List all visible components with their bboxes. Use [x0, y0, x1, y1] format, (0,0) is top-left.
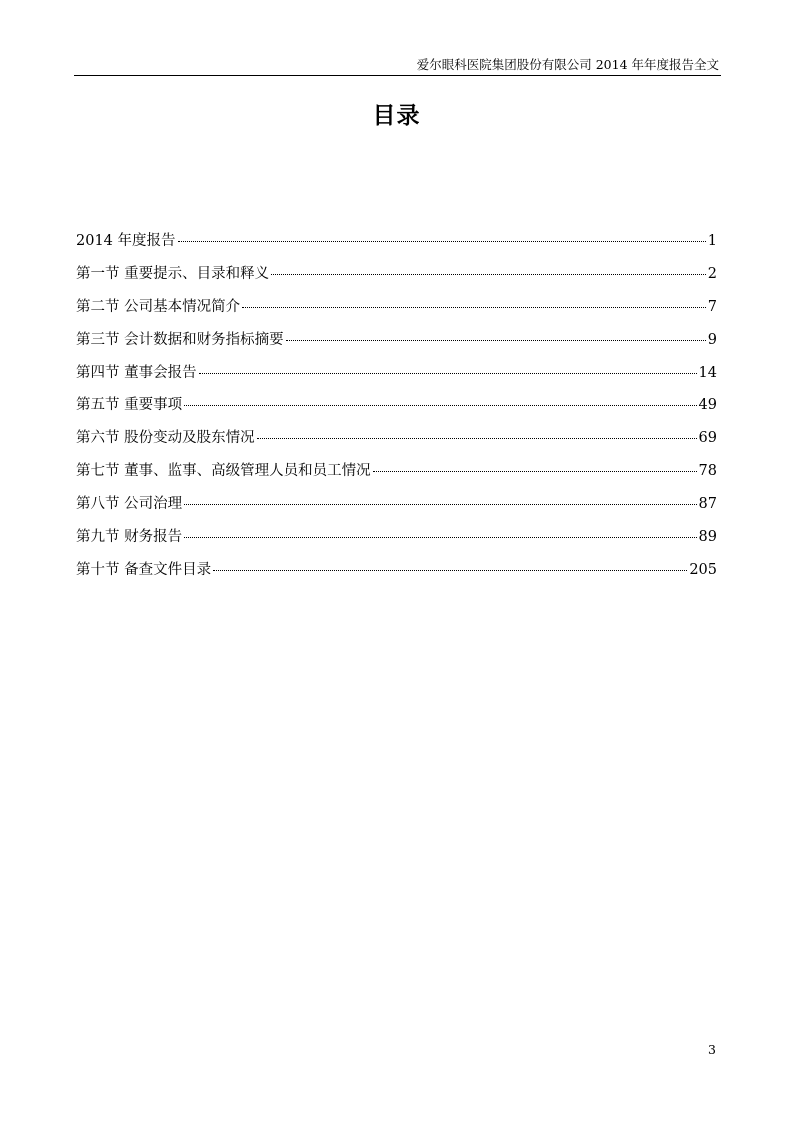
toc-entry-page: 1	[707, 233, 717, 249]
toc-entry-label: 2014 年度报告	[76, 233, 176, 249]
table-of-contents	[76, 229, 717, 591]
toc-entry-page: 78	[698, 463, 717, 480]
toc-leader-dots	[286, 340, 706, 341]
page-number: 3	[708, 1042, 716, 1057]
toc-leader-dots	[178, 241, 706, 242]
toc-entry[interactable]	[76, 262, 717, 295]
toc-leader-dots	[257, 438, 697, 439]
toc-leader-dots	[184, 405, 696, 406]
toc-leader-dots	[184, 537, 696, 538]
page-title: 目录	[372, 103, 421, 129]
toc-entry[interactable]	[76, 229, 717, 262]
header-text: 爱尔眼科医院集团股份有限公司 2014 年年度报告全文	[416, 57, 719, 72]
toc-entry-label: 第一节 重要提示、目录和释义	[76, 265, 270, 282]
toc-leader-dots	[373, 471, 697, 472]
toc-entry-page: 14	[698, 364, 717, 381]
toc-entry[interactable]	[76, 459, 717, 492]
toc-entry-label: 第八节 公司治理	[76, 496, 183, 513]
toc-entry-label: 第七节 董事、监事、高级管理人员和员工情况	[76, 463, 371, 480]
toc-leader-dots	[242, 307, 706, 308]
toc-entry-page: 89	[698, 529, 717, 546]
toc-leader-dots	[213, 570, 687, 571]
toc-leader-dots	[199, 373, 697, 374]
toc-entry-label: 第十节 备查文件目录	[76, 561, 212, 578]
toc-entry-label: 第二节 公司基本情况简介	[76, 298, 241, 315]
toc-entry-label: 第五节 重要事项	[76, 397, 183, 414]
toc-entry[interactable]	[76, 393, 717, 426]
toc-entry-label: 第六节 股份变动及股东情况	[76, 430, 255, 447]
toc-entry[interactable]	[76, 525, 717, 558]
toc-entry-page: 69	[698, 430, 717, 447]
toc-entry-label: 第四节 董事会报告	[76, 364, 197, 381]
toc-entry-page: 49	[698, 397, 717, 414]
toc-entry-page: 9	[707, 331, 717, 348]
toc-entry[interactable]	[76, 295, 717, 328]
toc-entry-page: 205	[689, 561, 717, 578]
toc-leader-dots	[271, 274, 706, 275]
toc-entry[interactable]	[76, 558, 717, 591]
header-divider	[74, 75, 721, 76]
toc-entry[interactable]	[76, 492, 717, 525]
toc-entry[interactable]	[76, 328, 717, 361]
toc-entry-page: 2	[707, 265, 717, 282]
toc-entry-label: 第九节 财务报告	[76, 529, 183, 546]
toc-entry[interactable]	[76, 426, 717, 459]
toc-entry-label: 第三节 会计数据和财务指标摘要	[76, 331, 284, 348]
toc-entry-page: 87	[698, 496, 717, 513]
toc-entry-page: 7	[707, 298, 717, 315]
toc-entry[interactable]	[76, 361, 717, 394]
toc-leader-dots	[184, 504, 696, 505]
